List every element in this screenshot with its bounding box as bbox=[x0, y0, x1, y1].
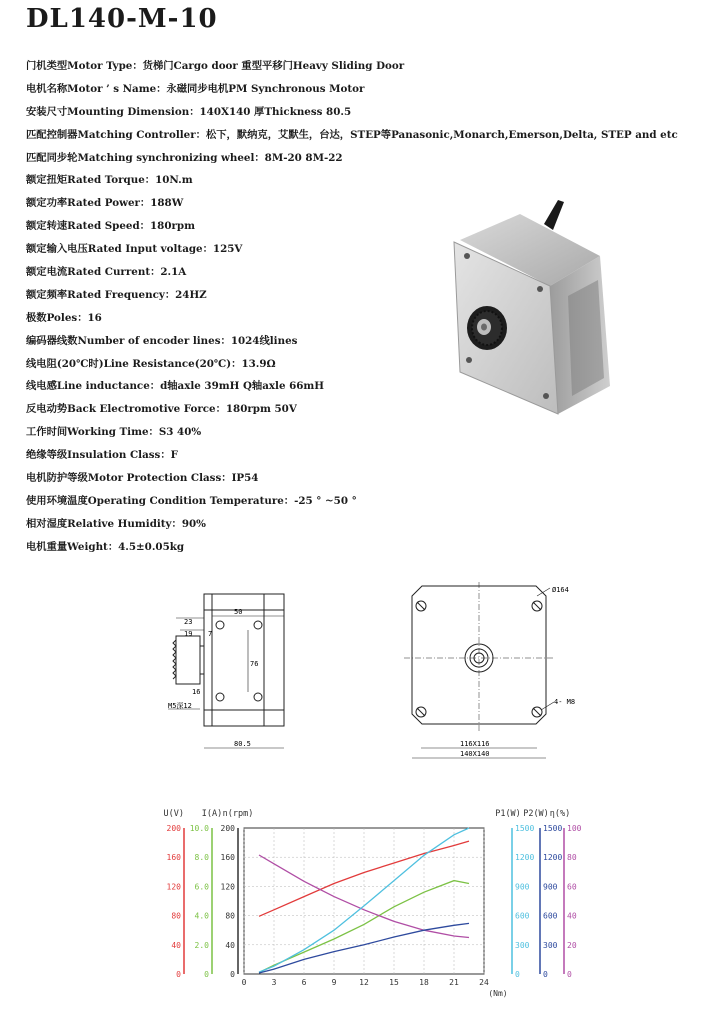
front-view-drawing bbox=[404, 582, 584, 770]
y-tick-label: 40 bbox=[225, 940, 235, 950]
spec-value: 永磁同步电机PM Synchronous Motor bbox=[166, 82, 365, 95]
spec-row bbox=[26, 467, 666, 490]
y-tick-label: 0 bbox=[176, 970, 181, 979]
spec-label: 额定频率Rated Frequency： bbox=[26, 288, 176, 301]
spec-row bbox=[26, 536, 666, 559]
y2-tick-label: 600 bbox=[543, 911, 558, 921]
y2-axis-title: P2(W) bbox=[523, 809, 549, 819]
spec-label: 额定输入电压Rated Input voltage： bbox=[26, 243, 213, 256]
spec-label: 电机名称Motor ’ s Name： bbox=[26, 82, 167, 95]
y2-tick-label: 1200 bbox=[515, 853, 535, 863]
spec-label: 额定转速Rated Speed： bbox=[26, 220, 150, 233]
spec-value: 140X140 厚Thickness 80.5 bbox=[199, 105, 352, 118]
dim-140: 140X140 bbox=[460, 750, 490, 758]
dim-7: 7 bbox=[208, 630, 213, 638]
product-title: DL140-M-10 bbox=[26, 4, 218, 34]
y2-tick-label: 0 bbox=[515, 970, 520, 979]
spec-value: IP54 bbox=[231, 472, 259, 485]
y2-tick-label: 300 bbox=[543, 940, 558, 950]
x-tick-label: 15 bbox=[389, 978, 399, 987]
y2-tick-label: 100 bbox=[567, 824, 582, 833]
y2-tick-label: 0 bbox=[543, 970, 548, 979]
spec-value: 2.1A bbox=[160, 266, 187, 279]
performance-chart bbox=[160, 800, 580, 1000]
y-axis-title: n(rpm) bbox=[222, 809, 254, 819]
motor-photo bbox=[440, 196, 630, 421]
y-tick-label: 0 bbox=[230, 970, 235, 979]
y-tick-label: 80 bbox=[171, 911, 181, 921]
spec-value: 16 bbox=[87, 311, 102, 324]
spec-label: 安装尺寸Mounting Dimension： bbox=[26, 105, 200, 118]
y-tick-label: 10.0 bbox=[189, 824, 209, 833]
y-tick-label: 160 bbox=[220, 853, 235, 863]
spec-label: 反电动势Back Electromotive Force： bbox=[26, 403, 226, 416]
spec-value: 180rpm 50V bbox=[225, 403, 297, 416]
y-tick-label: 120 bbox=[166, 882, 181, 892]
spec-label: 匹配同步轮Matching synchronizing wheel： bbox=[26, 151, 265, 164]
spec-label: 极数Poles： bbox=[26, 311, 88, 324]
y-tick-label: 6.0 bbox=[194, 882, 209, 892]
spec-label: 线电阻(20℃时)Line Resistance(20℃)： bbox=[26, 357, 242, 370]
spec-value: 188W bbox=[150, 197, 184, 210]
spec-value: 13.9Ω bbox=[241, 357, 276, 370]
spec-value: S3 40% bbox=[158, 426, 202, 439]
y2-tick-label: 1500 bbox=[543, 824, 563, 833]
y-tick-label: 160 bbox=[166, 853, 181, 863]
spec-label: 额定电流Rated Current： bbox=[26, 266, 161, 279]
dim-16: 16 bbox=[192, 688, 201, 696]
spec-label: 额定功率Rated Power： bbox=[26, 197, 151, 210]
spec-row bbox=[26, 78, 666, 101]
spec-row bbox=[26, 101, 666, 124]
dia-164: Ø164 bbox=[552, 586, 569, 594]
x-tick-label: 18 bbox=[419, 978, 429, 987]
y2-axis-title: η(%) bbox=[549, 809, 571, 819]
x-unit-label: (Nm) bbox=[488, 989, 508, 998]
spec-label: 线电感Line inductance： bbox=[26, 380, 161, 393]
spec-label: 门机类型Motor Type： bbox=[26, 60, 143, 72]
x-tick-label: 3 bbox=[271, 978, 277, 987]
spec-label: 额定扭矩Rated Torque： bbox=[26, 174, 156, 187]
spec-value: 4.5±0.05kg bbox=[118, 540, 185, 553]
spec-value: d轴axle 39mH Q轴axle 66mH bbox=[160, 380, 325, 393]
spec-label: 编码器线数Number of encoder lines： bbox=[26, 334, 231, 347]
y2-tick-label: 1200 bbox=[543, 853, 563, 863]
x-tick-label: 24 bbox=[479, 978, 489, 987]
spec-value: F bbox=[170, 449, 178, 462]
y-tick-label: 200 bbox=[166, 824, 181, 833]
spec-row bbox=[26, 444, 666, 467]
y2-tick-label: 0 bbox=[567, 970, 572, 979]
y-axis-title: I(A) bbox=[201, 809, 223, 819]
spec-row bbox=[26, 124, 678, 147]
y2-axis-title: P1(W) bbox=[495, 809, 521, 819]
spec-value: 货梯门Cargo door 重型平移门Heavy Sliding Door bbox=[142, 60, 405, 72]
x-tick-label: 21 bbox=[449, 978, 459, 987]
y2-tick-label: 60 bbox=[567, 882, 577, 892]
y-tick-label: 4.0 bbox=[194, 911, 209, 921]
x-tick-label: 9 bbox=[331, 978, 337, 987]
spec-label: 电机重量Weight： bbox=[26, 540, 119, 553]
spec-value: 125V bbox=[212, 243, 243, 256]
series-line bbox=[259, 881, 469, 973]
dim-50: 50 bbox=[234, 608, 243, 616]
dim-76: 76 bbox=[250, 660, 259, 668]
thread-spec: M5深12 bbox=[168, 702, 192, 710]
x-tick-label: 6 bbox=[301, 978, 307, 987]
spec-value: 1024线lines bbox=[230, 334, 298, 347]
dim-80-5: 80.5 bbox=[234, 740, 251, 748]
spec-row bbox=[26, 55, 666, 78]
spec-value: 90% bbox=[181, 517, 206, 530]
spec-value: -25 ° ~50 ° bbox=[294, 494, 357, 507]
x-tick-label: 12 bbox=[359, 978, 369, 987]
y2-tick-label: 600 bbox=[515, 911, 530, 921]
spec-label: 电机防护等级Motor Protection Class： bbox=[26, 472, 232, 485]
dim-116: 116X116 bbox=[460, 740, 490, 748]
spec-label: 使用环境温度Operating Condition Temperature： bbox=[26, 494, 295, 507]
spec-row bbox=[26, 421, 666, 444]
y2-tick-label: 900 bbox=[543, 882, 558, 892]
y2-tick-label: 1500 bbox=[515, 824, 535, 833]
spec-row bbox=[26, 490, 666, 513]
holes-m8: 4- M8 bbox=[554, 698, 576, 706]
spec-label: 匹配控制器Matching Controller： bbox=[26, 128, 206, 141]
y2-tick-label: 300 bbox=[515, 940, 530, 950]
spec-value: 10N.m bbox=[155, 174, 193, 187]
y-tick-label: 2.0 bbox=[194, 940, 209, 950]
y-tick-label: 0 bbox=[204, 970, 209, 979]
y-tick-label: 200 bbox=[220, 824, 235, 833]
spec-value: 8M-20 8M-22 bbox=[264, 151, 343, 164]
y2-tick-label: 900 bbox=[515, 882, 530, 892]
y-axis-title: U(V) bbox=[163, 809, 184, 819]
y-tick-label: 80 bbox=[225, 911, 235, 921]
spec-row bbox=[26, 169, 666, 192]
y-tick-label: 8.0 bbox=[194, 853, 209, 863]
spec-value: 24HZ bbox=[175, 288, 207, 301]
dim-23: 23 bbox=[184, 618, 193, 626]
y-tick-label: 120 bbox=[220, 882, 235, 892]
y2-tick-label: 20 bbox=[567, 940, 577, 950]
spec-value: 180rpm bbox=[149, 220, 195, 233]
y2-tick-label: 80 bbox=[567, 853, 577, 863]
spec-row bbox=[26, 513, 666, 536]
spec-row bbox=[26, 147, 666, 170]
y-tick-label: 40 bbox=[171, 940, 181, 950]
spec-value: 松下，默纳克，艾默生，台达，STEP等Panasonic,Monarch,Emerson,Delta, STEP and etc bbox=[205, 128, 678, 141]
spec-label: 绝缘等级Insulation Class： bbox=[26, 449, 171, 462]
spec-label: 工作时间Working Time： bbox=[26, 426, 159, 439]
x-tick-label: 0 bbox=[241, 978, 247, 987]
spec-label: 相对湿度Relative Humidity： bbox=[26, 517, 182, 530]
side-view-drawing bbox=[168, 588, 296, 758]
dim-19: 19 bbox=[184, 630, 193, 638]
y2-tick-label: 40 bbox=[567, 911, 577, 921]
